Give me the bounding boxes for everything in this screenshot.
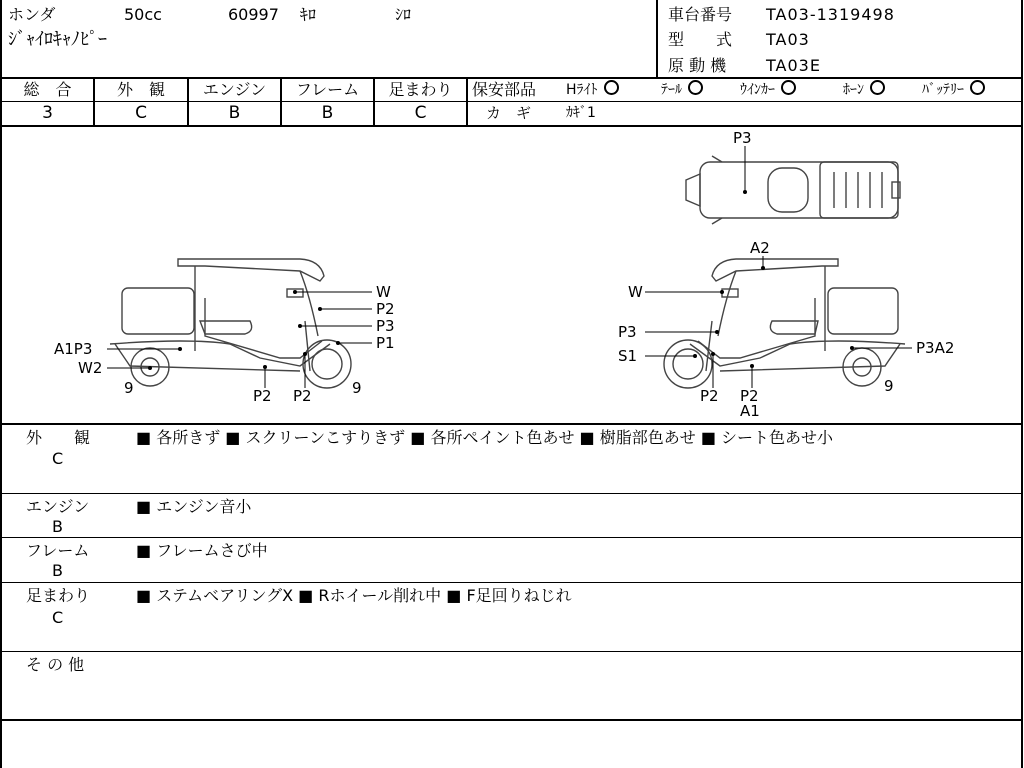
rule-grade (0, 101, 1023, 102)
remark-grade-engine: B (52, 517, 63, 536)
ok-circle-icon (970, 80, 985, 95)
model-name: ｼﾞｬｲﾛｷｬﾉﾋﾟｰ (8, 29, 107, 50)
remark-grade-exterior: C (52, 449, 64, 468)
type-value: TA03 (766, 30, 810, 49)
grade-label-suspension: 足まわり (388, 80, 453, 99)
mark-label: 9 (124, 379, 134, 397)
safety-item-headlight: Hﾗｲﾄ (566, 80, 619, 100)
mark-label: W2 (78, 359, 103, 377)
engine-value: TA03E (766, 56, 821, 75)
safety-item-battery: ﾊﾞｯﾃﾘｰ (922, 80, 985, 100)
mileage: 60997 (228, 5, 279, 24)
grade-div-5 (466, 78, 468, 126)
safety-item-winker: ｳｲﾝｶｰ (740, 80, 796, 100)
safety-label: 保安部品 (472, 80, 537, 99)
grade-label-exterior: 外 観 (116, 80, 165, 99)
mark-label: P2 (376, 300, 395, 318)
mark-label: A1P3 (54, 340, 93, 358)
remark-text-suspension: ■ ステムベアリングX ■ Rホイール削れ中 ■ F足回りねじれ (136, 586, 572, 605)
mark-label: 9 (352, 379, 362, 397)
remark-label-other: そ の 他 (26, 655, 85, 674)
mark-label: P2 (293, 387, 312, 405)
mark-label: P2 (740, 387, 759, 405)
mark-label: W (628, 283, 643, 301)
rule-4 (0, 493, 1023, 494)
grade-label-frame: フレーム (295, 80, 360, 99)
grade-value-engine: B (228, 103, 241, 123)
key-value: ｶｷﾞ1 (566, 105, 596, 121)
rule-7 (0, 651, 1023, 652)
rule-3 (0, 423, 1023, 425)
displacement: 50cc (124, 5, 162, 24)
remark-text-exterior: ■ 各所きず ■ スクリーンこすりきず ■ 各所ペイント色あせ ■ 樹脂部色あせ ■ シート色あせ小 (136, 428, 834, 447)
ok-circle-icon (688, 80, 703, 95)
rule-6 (0, 582, 1023, 583)
grade-label-overall: 総 合 (23, 80, 72, 99)
remark-grade-suspension: C (52, 608, 64, 627)
mark-label: P3 (733, 129, 752, 147)
scooter-right-view (664, 259, 905, 388)
ok-circle-icon (870, 80, 885, 95)
remark-label-exterior: 外 観 (26, 428, 91, 447)
mark-label: P1 (376, 334, 395, 352)
mark-label: W (376, 283, 391, 301)
rule-5 (0, 537, 1023, 538)
safety-item-tail: ﾃｰﾙ (661, 80, 703, 100)
grade-value-overall: 3 (42, 103, 53, 123)
grade-value-suspension: C (414, 103, 427, 123)
mark-label: 9 (884, 377, 894, 395)
ok-circle-icon (604, 80, 619, 95)
grade-label-engine: エンジン (202, 80, 267, 99)
chassis-value: TA03-1319498 (766, 5, 895, 24)
rule-1 (0, 77, 1023, 79)
right-leaders (645, 256, 912, 388)
remark-text-frame: ■ フレームさび中 (136, 541, 268, 560)
color: ｼﾛ (395, 5, 412, 24)
scooter-left-view (110, 259, 351, 388)
header-divider (656, 0, 658, 78)
type-label: 型 式 (668, 30, 733, 49)
remark-label-frame: フレーム (26, 541, 90, 560)
remark-grade-frame: B (52, 561, 63, 580)
mark-label: P3 (376, 317, 395, 335)
mark-label: P3 (618, 323, 637, 341)
scooter-top-view (686, 156, 900, 224)
ok-circle-icon (781, 80, 796, 95)
mark-label: P2 (253, 387, 272, 405)
maker: ホンダ (8, 5, 56, 24)
rule-8 (0, 719, 1023, 721)
mark-label: A2 (750, 239, 770, 257)
remark-text-engine: ■ エンジン音小 (136, 497, 252, 516)
safety-item-horn: ﾎｰﾝ (843, 80, 885, 100)
mark-label: S1 (618, 347, 638, 365)
mark-label: A1 (740, 402, 760, 420)
key-label: カ ギ (486, 104, 532, 122)
mark-label: P3A2 (916, 339, 955, 357)
mileage-unit: ｷﾛ (300, 5, 317, 24)
grade-value-exterior: C (135, 103, 147, 123)
damage-diagram (0, 126, 1022, 424)
remark-label-suspension: 足まわり (26, 586, 91, 605)
chassis-label: 車台番号 (668, 5, 733, 24)
remark-label-engine: エンジン (26, 497, 90, 516)
engine-label: 原 動 機 (668, 56, 727, 75)
grade-value-frame: B (321, 103, 334, 123)
mark-label: P2 (700, 387, 719, 405)
